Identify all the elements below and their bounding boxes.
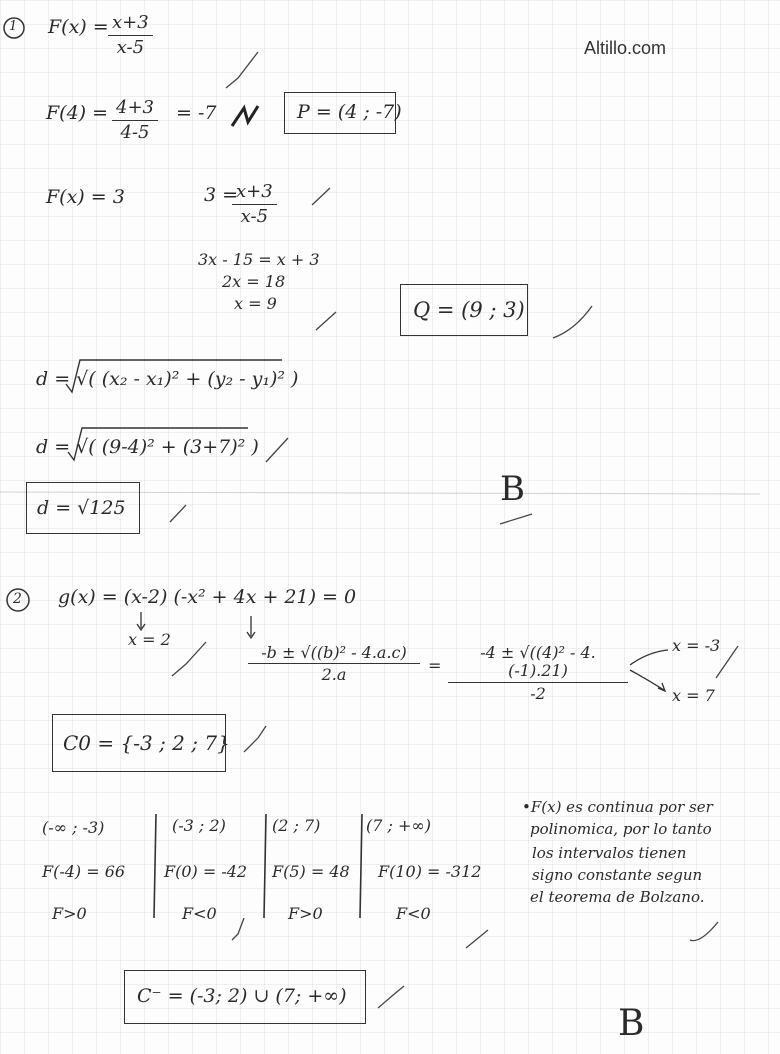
check-mark-icon	[553, 306, 592, 338]
distance-result: d = √125	[37, 497, 126, 519]
point-q-box	[400, 284, 528, 336]
check-mark-icon	[232, 918, 244, 940]
f4-lhs: F(4) =	[46, 102, 109, 124]
check-mark-icon	[172, 642, 206, 676]
interval-sign-1: F>0	[52, 904, 87, 923]
arrow-icon	[630, 650, 668, 665]
bolzano-note-line-4: signo constante segun	[532, 866, 703, 884]
arrow-icon	[137, 612, 145, 630]
grade-underline	[500, 514, 532, 524]
grade-ex1: B	[500, 469, 525, 509]
f4-result: = -7	[176, 102, 217, 124]
interval-range-1: (-∞ ; -3)	[42, 818, 105, 837]
check-mark-icon	[170, 505, 186, 522]
func-fraction: $\frac{x+3}{x-5}$	[108, 13, 153, 58]
interval-divider	[360, 814, 362, 918]
func-lhs: F(x) =	[48, 16, 109, 38]
bolzano-note-line-1: •F(x) es continua por ser	[522, 798, 713, 816]
eq-fraction: $\frac{x+3}{x-5}$	[232, 182, 277, 227]
check-mark-icon	[690, 922, 718, 941]
solve-step-1: 3x - 15 = x + 3	[198, 250, 320, 269]
point-p-box	[284, 92, 402, 134]
distance-substituted: d = √( (9-4)² + (3+7)² )	[36, 436, 259, 458]
point-q: Q = (9 ; 3)	[413, 298, 525, 322]
interval-test-2: F(0) = -42	[164, 862, 248, 881]
interval-divider	[154, 814, 156, 918]
interval-sign-2: F<0	[182, 904, 217, 923]
quadratic-formula: $\frac{\text{-b ± √((b)² - 4.a.c)}}{2.a}$	[248, 644, 420, 685]
f4-fraction: $\frac{4+3}{4-5}$	[112, 98, 158, 143]
roots-set-box	[52, 714, 230, 772]
check-mark-icon	[378, 986, 404, 1008]
check-mark-icon	[226, 52, 258, 88]
check-mark-icon	[266, 438, 288, 462]
interval-sign-4: F<0	[396, 904, 431, 923]
interval-range-4: (7 ; +∞)	[366, 816, 431, 835]
bolzano-note-line-2: polinomica, por lo tanto	[530, 820, 712, 838]
negative-set-box	[124, 970, 366, 1024]
check-mark-icon	[316, 312, 336, 330]
check-mark-icon	[466, 930, 488, 948]
fx-equals-3: F(x) = 3	[46, 186, 125, 208]
root-x-minus-3: x = -3	[672, 636, 721, 655]
distance-result-box	[26, 482, 140, 534]
interval-test-3: F(5) = 48	[272, 862, 350, 881]
interval-sign-3: F>0	[288, 904, 323, 923]
roots-set: C0 = {-3 ; 2 ; 7}	[63, 731, 230, 755]
interval-range-3: (2 ; 7)	[272, 816, 321, 835]
g-function: g(x) = (x-2) (-x² + 4x + 21) = 0	[58, 586, 357, 608]
bolzano-note-line-5: el teorema de Bolzano.	[530, 888, 705, 906]
interval-divider	[264, 814, 266, 918]
point-p: P = (4 ; -7)	[297, 101, 402, 123]
interval-test-1: F(-4) = 66	[42, 862, 126, 881]
ex1-number: 1	[9, 19, 18, 34]
equals-sign: =	[428, 656, 442, 675]
solve-step-3: x = 9	[234, 294, 277, 313]
grade-ex2: B	[618, 1003, 645, 1044]
quadratic-substituted: $\frac{\text{-4 ± √((4)² - 4.(-1).21)}}{-2}$	[448, 644, 628, 703]
check-mark-icon	[244, 726, 266, 752]
root-x-7: x = 7	[672, 686, 715, 705]
interval-range-2: (-3 ; 2)	[172, 816, 226, 835]
solve-step-2: 2x = 18	[222, 272, 286, 291]
arrow-icon	[247, 616, 255, 638]
arrow-icon	[630, 670, 665, 691]
ex2-number: 2	[13, 591, 22, 607]
distance-formula: d = √( (x₂ - x₁)² + (y₂ - y₁)² )	[36, 368, 299, 390]
site-watermark: Altillo.com	[584, 38, 667, 58]
eq-lhs: 3 =	[204, 184, 239, 206]
scribble-mark	[232, 106, 258, 126]
bolzano-note-line-3: los intervalos tienen	[532, 844, 687, 862]
root-x-2: x = 2	[128, 630, 171, 649]
negative-set: C⁻ = (-3; 2) ∪ (7; +∞)	[137, 985, 347, 1007]
check-mark-icon	[312, 188, 330, 205]
interval-test-4: F(10) = -312	[378, 862, 482, 881]
